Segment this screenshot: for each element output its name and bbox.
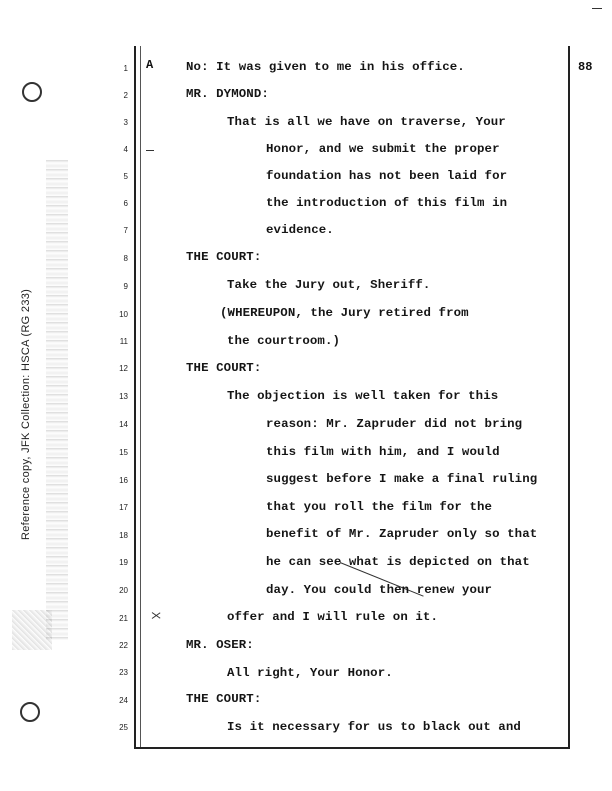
margin-rule-left — [134, 46, 136, 749]
testimony-text: this film with him, and I would — [266, 445, 500, 459]
testimony-text: The objection is well taken for this — [227, 389, 499, 403]
testimony-text: Is it necessary for us to black out and — [227, 720, 521, 734]
line-number: 5 — [123, 172, 128, 181]
line-number: 1 — [123, 64, 128, 73]
speaker-label: THE COURT: — [186, 361, 262, 375]
margin-rule-bottom — [134, 747, 570, 749]
testimony-text: the courtroom.) — [227, 334, 341, 348]
line-number: 13 — [119, 392, 128, 401]
line-number: 22 — [119, 641, 128, 650]
line-number: 16 — [119, 476, 128, 485]
page-number: 88 — [578, 60, 593, 74]
line-number: 19 — [119, 558, 128, 567]
speaker-label: MR. OSER: — [186, 638, 254, 652]
testimony-text: All right, Your Honor. — [227, 666, 393, 680]
line-number: 2 — [123, 91, 128, 100]
line-number: 15 — [119, 448, 128, 457]
line-number: 3 — [123, 118, 128, 127]
testimony-text: the introduction of this film in — [266, 196, 508, 210]
testimony-text: day. You could then renew your — [266, 583, 493, 597]
line-number: 8 — [123, 254, 128, 263]
speaker-label: THE COURT: — [186, 250, 262, 264]
testimony-text: Take the Jury out, Sheriff. — [227, 278, 431, 292]
testimony-text: That is all we have on traverse, Your — [227, 115, 506, 129]
answer-marker: A — [146, 58, 154, 72]
line-number: 12 — [119, 364, 128, 373]
margin-rule-inner — [140, 46, 141, 749]
margin-mark — [146, 150, 154, 151]
line-number: 4 — [123, 145, 128, 154]
testimony-text: he can see what is depicted on that — [266, 555, 530, 569]
line-number: 18 — [119, 531, 128, 540]
testimony-text: evidence. — [266, 223, 334, 237]
testimony-text: (WHEREUPON, the Jury retired from — [220, 306, 469, 320]
testimony-text: that you roll the film for the — [266, 500, 493, 514]
margin-rule-right — [568, 46, 570, 749]
scan-noise — [12, 610, 52, 650]
line-number: 20 — [119, 586, 128, 595]
testimony-text: benefit of Mr. Zapruder only so that — [266, 527, 538, 541]
speaker-label: MR. DYMOND: — [186, 87, 269, 101]
line-number: 9 — [123, 282, 128, 291]
testimony-text: reason: Mr. Zapruder did not bring — [266, 417, 523, 431]
line-number: 24 — [119, 696, 128, 705]
line-number: 10 — [119, 310, 128, 319]
line-number: 6 — [123, 199, 128, 208]
testimony-text: foundation has not been laid for — [266, 169, 508, 183]
line-number: 7 — [123, 226, 128, 235]
line-number: 17 — [119, 503, 128, 512]
testimony-text: offer and I will rule on it. — [227, 610, 438, 624]
binder-hole-bottom — [20, 702, 40, 722]
margin-mark — [592, 8, 602, 9]
binder-hole-top — [22, 82, 42, 102]
line-number: 14 — [119, 420, 128, 429]
scan-noise — [46, 160, 68, 640]
testimony-text: Honor, and we submit the proper — [266, 142, 500, 156]
archive-stamp: Reference copy, JFK Collection: HSCA (RG 233) — [20, 288, 32, 540]
answer-text: No: It was given to me in his office. — [186, 60, 465, 74]
testimony-text: suggest before I make a final ruling — [266, 472, 538, 486]
line-number: 11 — [119, 337, 128, 346]
line-number: 21 — [119, 614, 128, 623]
line-number: 23 — [119, 668, 128, 677]
line-number: 25 — [119, 723, 128, 732]
speaker-label: THE COURT: — [186, 692, 262, 706]
